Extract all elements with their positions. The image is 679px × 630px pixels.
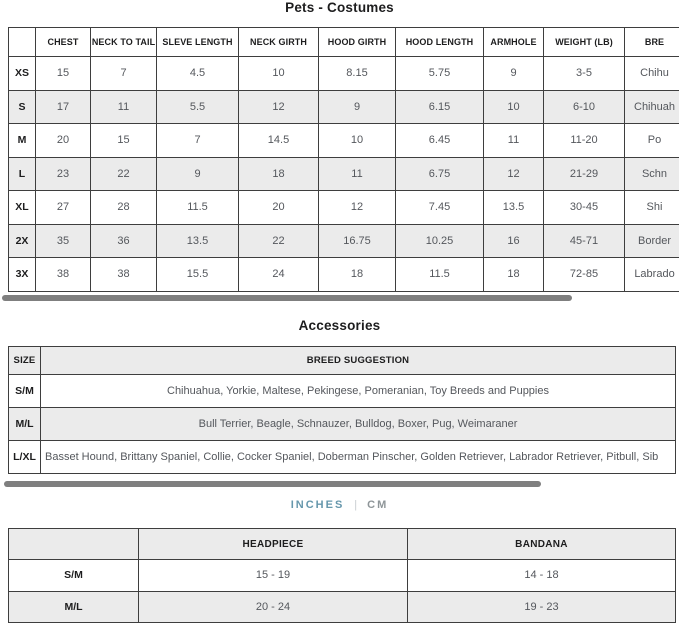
table-row-sm <box>9 560 676 592</box>
cell-breed: Chihuah <box>625 90 679 124</box>
cell-chest: 17 <box>36 90 91 124</box>
cell-headpiece: 20 - 24 <box>139 591 408 623</box>
cell-neck-girth: 10 <box>239 57 319 91</box>
cell-weight: 30-45 <box>544 191 625 225</box>
cell-hood-length: 6.15 <box>396 90 484 124</box>
cell-sleve-length: 9 <box>157 157 239 191</box>
headwear-table <box>8 528 676 623</box>
cell-headpiece: 15 - 19 <box>139 560 408 592</box>
size-label: XL <box>9 191 36 225</box>
cell-chest: 23 <box>36 157 91 191</box>
table-row-ml <box>9 408 676 441</box>
cell-hood-girth: 11 <box>319 157 396 191</box>
cell-armhole: 9 <box>484 57 544 91</box>
cell-hood-girth: 9 <box>319 90 396 124</box>
cell-armhole: 10 <box>484 90 544 124</box>
cell-weight: 45-71 <box>544 224 625 258</box>
column-header-sleve-length: SLEVE LENGTH <box>157 28 239 57</box>
cell-sleve-length: 15.5 <box>157 258 239 292</box>
cell-neck-to-tail: 11 <box>91 90 157 124</box>
column-header-weight: WEIGHT (LB) <box>544 28 625 57</box>
cell-chest: 35 <box>36 224 91 258</box>
column-header-hood-length: HOOD LENGTH <box>396 28 484 57</box>
column-header-armhole: ARMHOLE <box>484 28 544 57</box>
column-header-neck-to-tail: NECK TO TAIL <box>91 28 157 57</box>
column-header-size: SIZE <box>9 347 41 375</box>
cell-breed-suggestion: Bull Terrier, Beagle, Schnauzer, Bulldog, Boxer, Pug, Weimaraner <box>41 408 676 441</box>
cell-sleve-length: 5.5 <box>157 90 239 124</box>
cell-armhole: 13.5 <box>484 191 544 225</box>
size-label: L/XL <box>9 441 41 474</box>
cell-chest: 20 <box>36 124 91 158</box>
cell-armhole: 12 <box>484 157 544 191</box>
cell-breed-suggestion: Basset Hound, Brittany Spaniel, Collie, Cocker Spaniel, Doberman Pinscher, Golden Retriever, Labrador Retriever, Pitbull, Sib <box>41 441 676 474</box>
cell-chest: 27 <box>36 191 91 225</box>
column-header-hood-girth: HOOD GIRTH <box>319 28 396 57</box>
cell-chest: 38 <box>36 258 91 292</box>
column-header-bandana: BANDANA <box>408 529 676 560</box>
cell-neck-to-tail: 7 <box>91 57 157 91</box>
table-row-2x <box>9 224 679 258</box>
cell-hood-girth: 16.75 <box>319 224 396 258</box>
unit-option-cm[interactable]: CM <box>367 499 389 511</box>
cell-hood-girth: 18 <box>319 258 396 292</box>
cell-sleve-length: 4.5 <box>157 57 239 91</box>
costumes-table <box>8 27 679 292</box>
cell-sleve-length: 13.5 <box>157 224 239 258</box>
cell-sleve-length: 11.5 <box>157 191 239 225</box>
cell-breed: Po <box>625 124 679 158</box>
cell-armhole: 16 <box>484 224 544 258</box>
cell-chest: 15 <box>36 57 91 91</box>
costumes-header-row <box>9 28 679 57</box>
unit-option-inches[interactable]: INCHES <box>290 499 345 511</box>
cell-neck-to-tail: 15 <box>91 124 157 158</box>
table-row-xs <box>9 57 679 91</box>
column-header-breed-suggestion: BREED SUGGESTION <box>41 347 676 375</box>
cell-weight: 6-10 <box>544 90 625 124</box>
cell-neck-girth: 24 <box>239 258 319 292</box>
size-label: M <box>9 124 36 158</box>
size-label: S <box>9 90 36 124</box>
cell-weight: 3-5 <box>544 57 625 91</box>
cell-weight: 11-20 <box>544 124 625 158</box>
cell-hood-girth: 10 <box>319 124 396 158</box>
table-row-lxl <box>9 441 676 474</box>
size-label: M/L <box>9 408 41 441</box>
cell-neck-to-tail: 28 <box>91 191 157 225</box>
table-row-m <box>9 124 679 158</box>
cell-armhole: 18 <box>484 258 544 292</box>
cell-hood-length: 11.5 <box>396 258 484 292</box>
cell-breed-suggestion: Chihuahua, Yorkie, Maltese, Pekingese, Pomeranian, Toy Breeds and Puppies <box>41 375 676 408</box>
cell-breed: Border <box>625 224 679 258</box>
cell-breed: Schn <box>625 157 679 191</box>
accessories-table <box>8 346 676 474</box>
cell-hood-length: 7.45 <box>396 191 484 225</box>
horizontal-scrollbar-thumb[interactable] <box>4 481 541 487</box>
cell-breed: Chihu <box>625 57 679 91</box>
table-row-s <box>9 90 679 124</box>
cell-sleve-length: 7 <box>157 124 239 158</box>
cell-weight: 72-85 <box>544 258 625 292</box>
cell-hood-girth: 12 <box>319 191 396 225</box>
table-row-sm <box>9 375 676 408</box>
cell-weight: 21-29 <box>544 157 625 191</box>
unit-toggle <box>0 499 679 511</box>
cell-neck-girth: 20 <box>239 191 319 225</box>
horizontal-scrollbar-thumb[interactable] <box>2 295 572 301</box>
headwear-header-row <box>9 529 676 560</box>
unit-toggle-separator: | <box>354 499 358 511</box>
cell-breed: Labrado <box>625 258 679 292</box>
column-header-size <box>9 529 139 560</box>
size-label: L <box>9 157 36 191</box>
cell-neck-girth: 22 <box>239 224 319 258</box>
cell-neck-girth: 18 <box>239 157 319 191</box>
cell-hood-girth: 8.15 <box>319 57 396 91</box>
size-label: XS <box>9 57 36 91</box>
cell-neck-to-tail: 22 <box>91 157 157 191</box>
table-row-3x <box>9 258 679 292</box>
size-label: 2X <box>9 224 36 258</box>
size-label: S/M <box>9 560 139 592</box>
cell-breed: Shi <box>625 191 679 225</box>
cell-neck-to-tail: 36 <box>91 224 157 258</box>
column-header-chest: CHEST <box>36 28 91 57</box>
size-label: 3X <box>9 258 36 292</box>
cell-hood-length: 6.75 <box>396 157 484 191</box>
table-row-l <box>9 157 679 191</box>
cell-bandana: 19 - 23 <box>408 591 676 623</box>
cell-bandana: 14 - 18 <box>408 560 676 592</box>
size-label: S/M <box>9 375 41 408</box>
cell-neck-to-tail: 38 <box>91 258 157 292</box>
table-row-xl <box>9 191 679 225</box>
costumes-table-scroll-area[interactable] <box>8 27 679 292</box>
table-row-ml <box>9 591 676 623</box>
cell-hood-length: 5.75 <box>396 57 484 91</box>
size-label: M/L <box>9 591 139 623</box>
cell-hood-length: 6.45 <box>396 124 484 158</box>
cell-neck-girth: 14.5 <box>239 124 319 158</box>
column-header-breed: BRE <box>625 28 679 57</box>
cell-neck-girth: 12 <box>239 90 319 124</box>
column-header-headpiece: HEADPIECE <box>139 529 408 560</box>
cell-hood-length: 10.25 <box>396 224 484 258</box>
accessories-header-row <box>9 347 676 375</box>
column-header-size <box>9 28 36 57</box>
accessories-section-title: Accessories <box>298 318 381 333</box>
column-header-neck-girth: NECK GIRTH <box>239 28 319 57</box>
cell-armhole: 11 <box>484 124 544 158</box>
costumes-section-title: Pets - Costumes <box>285 0 394 15</box>
